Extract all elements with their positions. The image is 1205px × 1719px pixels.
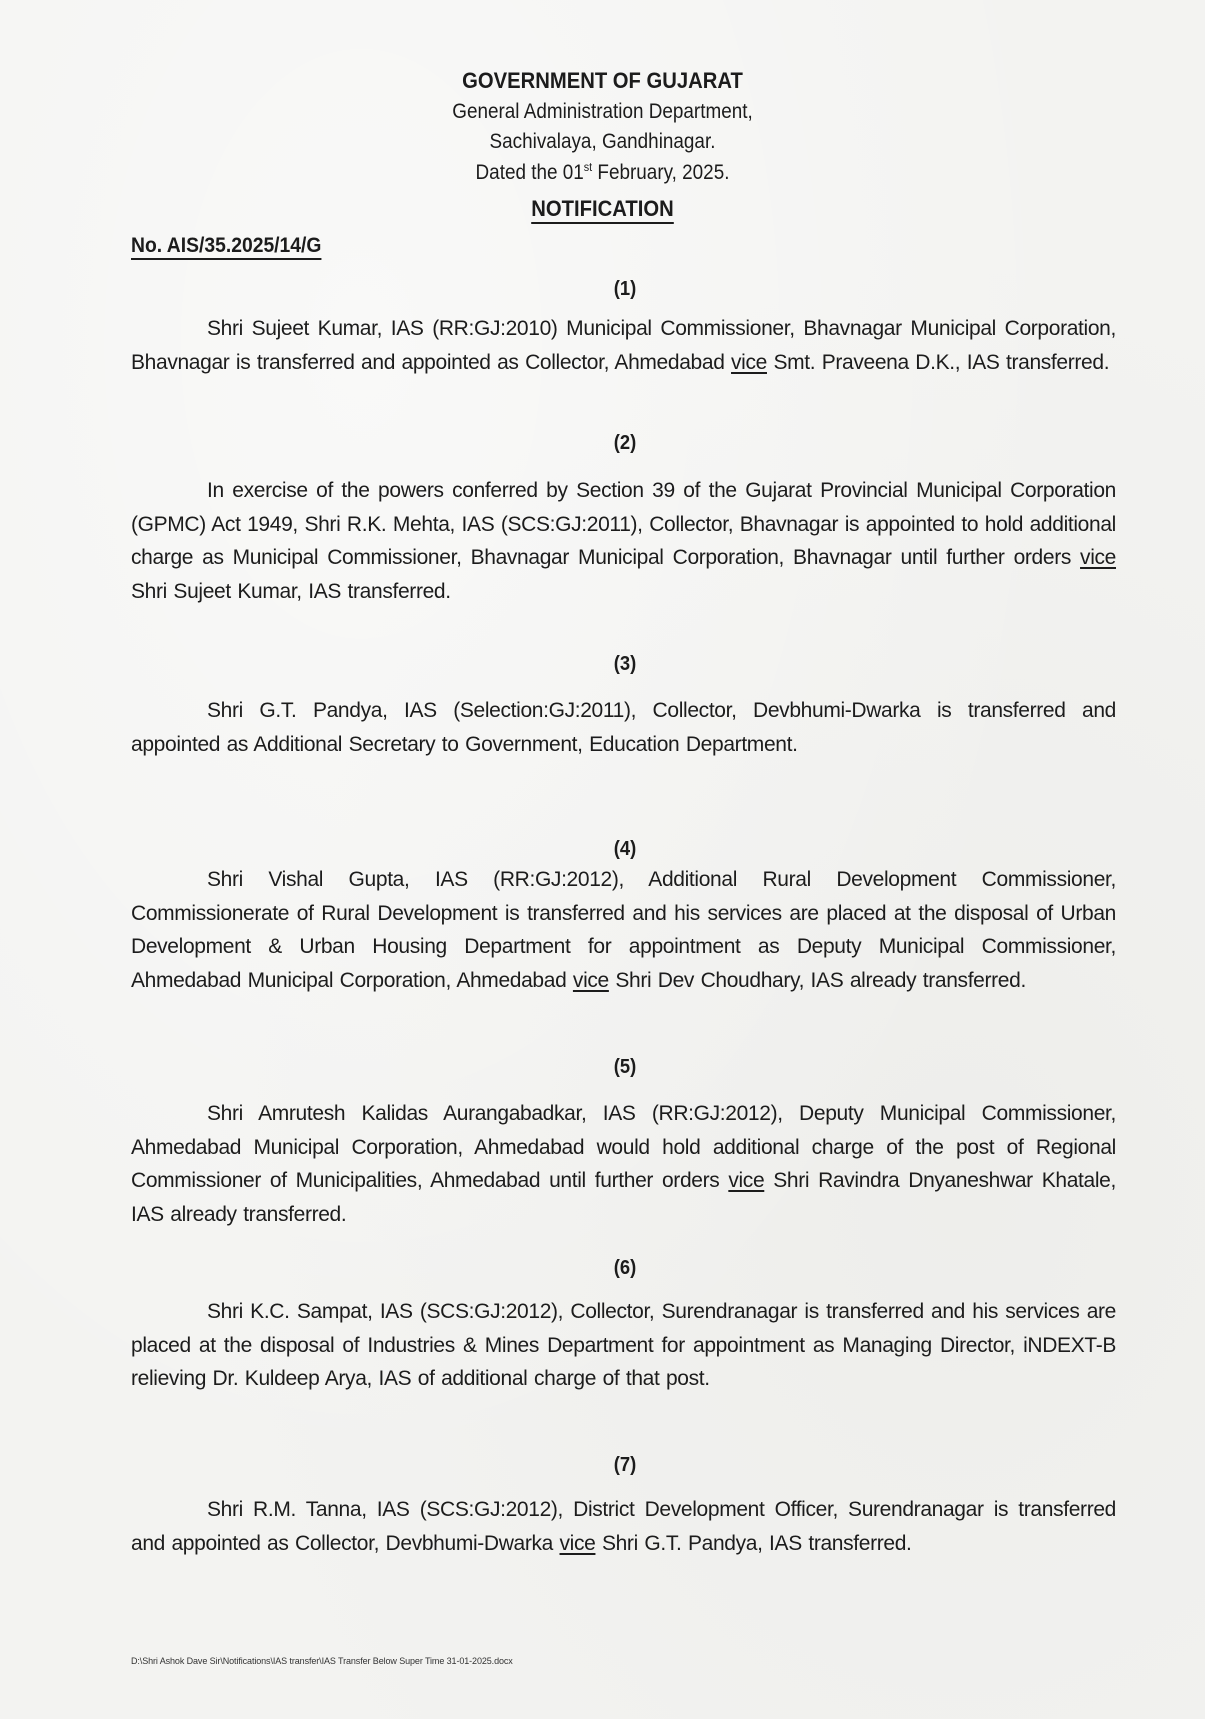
notification-label: NOTIFICATION <box>531 196 673 224</box>
paragraph-text: In exercise of the powers conferred by Section 39 of the Gujarat Provincial Municipal Corporation (GPMC) Act 1949, Shri R.K. Mehta, IAS (SCS:GJ:2011), Collector, Bhavnagar is appointed to hold additional charge as Municipal Commissioner, Bhavnagar Municipal Corporation, Bhavnagar until further orders <box>131 479 1116 569</box>
vice-term: vice <box>1080 546 1116 569</box>
paragraph-text: Shri Sujeet Kumar, IAS transferred. <box>131 579 451 603</box>
department-name: General Administration Department, <box>452 100 753 123</box>
vice-term: vice <box>559 1531 596 1555</box>
section-paragraph <box>131 1493 1116 1560</box>
dated-ordinal: st <box>583 160 593 174</box>
paragraph-text: Smt. Praveena D.K., IAS transferred. <box>766 350 1110 374</box>
office-location: Sachivalaya, Gandhinagar. <box>489 130 716 153</box>
section-number: (5) <box>613 1056 637 1078</box>
dated-prefix: Dated the 01 <box>475 161 584 184</box>
section-paragraph <box>131 474 1116 608</box>
footer-file-path: D:\Shri Ashok Dave Sir\Notifications\IAS transfer\IAS Transfer Below Super Time 31-01-2025.docx <box>131 1656 513 1666</box>
section-number: (3) <box>613 653 637 675</box>
paragraph-text: Shri Dev Choudhary, IAS already transferred. <box>608 968 1026 992</box>
section-number: (2) <box>613 432 637 454</box>
dated-suffix: February, 2025. <box>592 161 730 184</box>
vice-term: vice <box>728 1169 765 1192</box>
government-title: GOVERNMENT OF GUJARAT <box>462 68 743 93</box>
section-paragraph <box>131 1295 1116 1396</box>
notification-heading <box>48 196 1157 222</box>
notification-number <box>131 234 321 258</box>
paragraph-text: Shri R.M. Tanna, IAS (SCS:GJ:2012), District Development Officer, Surendranagar is transferred and appointed as Collector, Devbhumi-Dwarka <box>131 1498 1116 1555</box>
dated-line <box>60 160 1145 185</box>
section-paragraph <box>131 863 1116 997</box>
paragraph-text: Shri Ravindra Dnyaneshwar Khatale, IAS already transferred. <box>131 1169 1116 1226</box>
section-paragraph <box>131 1097 1116 1231</box>
notification-number-text: No. AIS/35.2025/14/G <box>131 234 321 260</box>
paragraph-text: Shri K.C. Sampat, IAS (SCS:GJ:2012), Collector, Surendranagar is transferred and his services are placed at the disposal of Industries & Mines Department for appointment as Managing Director, iNDEXT-B relieving Dr. Kuldeep Arya, IAS of additional charge of that post. <box>131 1300 1116 1390</box>
section-number: (7) <box>613 1454 637 1476</box>
paragraph-text: Shri G.T. Pandya, IAS transferred. <box>595 1531 912 1555</box>
section-paragraph <box>131 694 1116 761</box>
section-number: (1) <box>613 278 637 300</box>
paragraph-text: Shri Vishal Gupta, IAS (RR:GJ:2012), Additional Rural Development Commissioner, Commissionerate of Rural Development is transferred and his services are placed at the disposal of Urban Development & Urban Housing Department for appointment as Deputy Municipal Commissioner, Ahmedabad Municipal Corporation, Ahmedabad <box>131 868 1116 992</box>
paragraph-text: Shri G.T. Pandya, IAS (Selection:GJ:2011), Collector, Devbhumi-Dwarka is transferred and appointed as Additional Secretary to Government, Education Department. <box>131 699 1116 756</box>
section-number: (4) <box>613 838 637 860</box>
section-paragraph <box>131 312 1116 379</box>
vice-term: vice <box>572 968 609 992</box>
vice-term: vice <box>731 350 767 374</box>
paragraph-text: Shri Amrutesh Kalidas Aurangabadkar, IAS (RR:GJ:2012), Deputy Municipal Commissioner, Ahmedabad Municipal Corporation, Ahmedabad would hold additional charge of the post of Regional Commissioner of Municipalities, Ahmedabad until further orders <box>131 1102 1116 1192</box>
paragraph-text: Shri Sujeet Kumar, IAS (RR:GJ:2010) Municipal Commissioner, Bhavnagar Municipal Corporation, Bhavnagar is transferred and appointed as Collector, Ahmedabad <box>131 317 1116 374</box>
section-number: (6) <box>613 1257 637 1279</box>
